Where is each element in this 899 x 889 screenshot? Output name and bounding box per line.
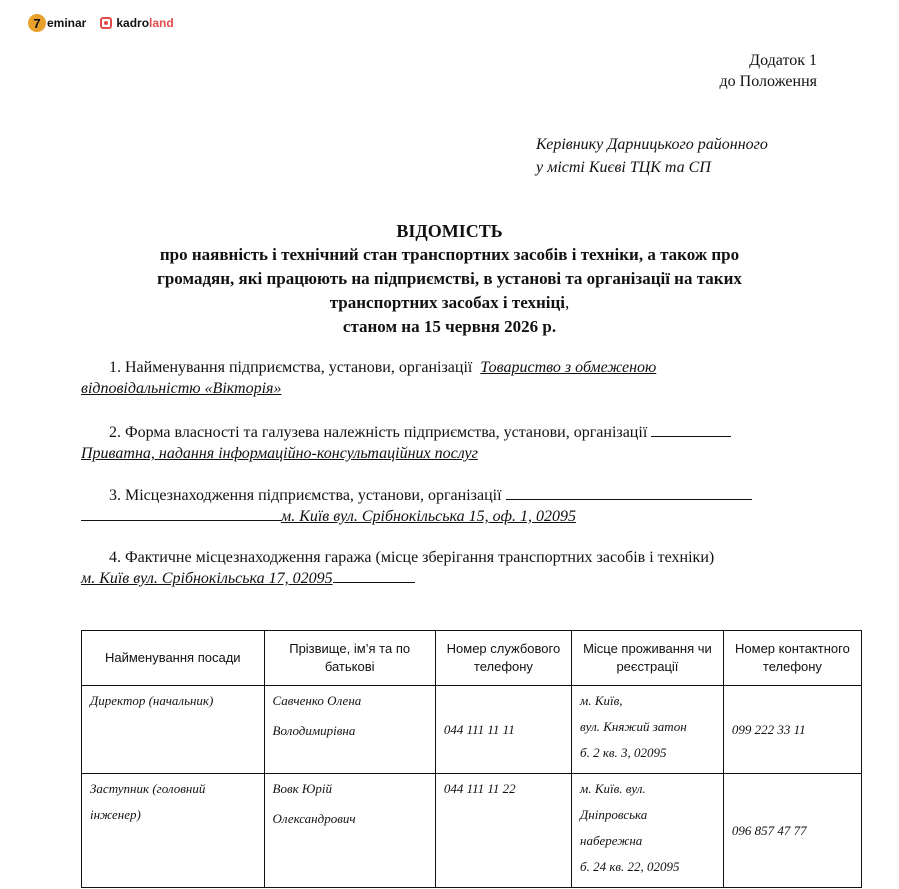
- item-3-blank: [506, 485, 752, 500]
- table-row: [82, 774, 862, 888]
- title-line-3-text: транспортних засобах і техніці: [329, 293, 565, 312]
- item-3: [81, 485, 819, 527]
- kadroland-logo-text-b: land: [149, 16, 174, 30]
- col-header-position: Найменування посади: [82, 631, 265, 686]
- recipient-block: [536, 133, 768, 179]
- kadroland-logo: [100, 16, 173, 30]
- item-4-value: м. Київ вул. Срібнокільська 17, 02095: [81, 570, 333, 587]
- item-2-blank: [651, 422, 731, 437]
- cell-name-line: Володимирівна: [272, 723, 356, 738]
- cell-name: [264, 774, 435, 888]
- cell-address-line: б. 24 кв. 22, 02095: [580, 859, 680, 874]
- col-header-name: Прізвище, ім’я та по батькові: [264, 631, 435, 686]
- item-1: [81, 357, 819, 399]
- seminar-logo: [28, 14, 86, 32]
- item-4: [81, 547, 819, 589]
- col-header-address: Місце проживання чи реєстрації: [572, 631, 724, 686]
- header-logos: [28, 12, 174, 34]
- cell-name: [264, 686, 435, 774]
- title-line-1: про наявність і технічний стан транспортних засобів і техніки, а також про: [159, 245, 740, 264]
- item-3-blank-lead: [81, 506, 281, 521]
- cell-name-line: Савченко Олена: [272, 693, 362, 708]
- cell-position: Директор (начальник): [82, 686, 265, 774]
- recipient-line-2: у місті Києві ТЦК та СП: [536, 159, 711, 176]
- cell-address: [572, 686, 724, 774]
- item-4-blank: [333, 568, 415, 583]
- col-header-work-phone: Номер службового телефону: [435, 631, 571, 686]
- cell-position: Заступник (головний інженер): [82, 774, 265, 888]
- cell-work-phone: 044 111 11 22: [435, 774, 571, 888]
- title-line-4: станом на 15 червня 2026 р.: [342, 317, 557, 336]
- table-header-row: [82, 631, 862, 686]
- title-line-3: [0, 291, 899, 315]
- cell-address-line: б. 2 кв. 3, 02095: [580, 745, 667, 760]
- kadroland-mark-icon: [100, 17, 112, 29]
- item-1-value-b: відповідальністю «Вікторія»: [81, 380, 282, 397]
- cell-contact-phone: 096 857 47 77: [723, 774, 861, 888]
- item-1-value-a: Товариство з обмеженою: [480, 359, 657, 376]
- col-header-contact-phone: Номер контактного телефону: [723, 631, 861, 686]
- cell-address-line: м. Київ. вул.: [580, 781, 646, 796]
- document-title: [0, 219, 899, 339]
- addendum-line-2: до Положення: [719, 73, 817, 90]
- item-3-value: м. Київ вул. Срібнокільська 15, оф. 1, 02095: [281, 508, 576, 525]
- addendum-block: [720, 50, 818, 92]
- cell-work-phone: 044 111 11 11: [435, 686, 571, 774]
- addendum-line-1: Додаток 1: [749, 52, 817, 69]
- kadroland-logo-text-a: kadro: [116, 16, 150, 30]
- item-4-label: 4. Фактичне місцезнаходження гаража (місце зберігання транспортних засобів і техніки): [109, 549, 715, 566]
- cell-address-line: вул. Княжий затон: [580, 719, 687, 734]
- seminar-logo-text: eminar: [47, 16, 87, 30]
- cell-address: [572, 774, 724, 888]
- cell-name-line: Олександрович: [272, 811, 356, 826]
- item-2-value: Приватна, надання інформаційно-консультаційних послуг: [81, 445, 478, 462]
- title-line-2: громадян, які працюють на підприємстві, в установі та організації на таких: [157, 269, 742, 288]
- item-1-label: 1. Найменування підприємства, установи, організації: [109, 359, 473, 376]
- staff-table: [81, 630, 862, 888]
- cell-address-line: м. Київ,: [580, 693, 623, 708]
- title-line-3-tail: ,: [565, 293, 570, 312]
- cell-name-line: Вовк Юрій: [272, 781, 332, 796]
- title-main: ВІДОМІСТЬ: [396, 221, 503, 241]
- item-2: [81, 422, 819, 464]
- item-3-label: 3. Місцезнаходження підприємства, установи, організації: [109, 487, 502, 504]
- recipient-line-1: Керівнику Дарницького районного: [536, 136, 768, 153]
- cell-address-line: набережна: [580, 833, 643, 848]
- item-2-label: 2. Форма власності та галузева належність підприємства, установи, організації: [109, 424, 648, 441]
- table-row: [82, 686, 862, 774]
- seven-badge-icon: 7: [28, 14, 46, 32]
- cell-contact-phone: 099 222 33 11: [723, 686, 861, 774]
- cell-address-line: Дніпровська: [580, 807, 648, 822]
